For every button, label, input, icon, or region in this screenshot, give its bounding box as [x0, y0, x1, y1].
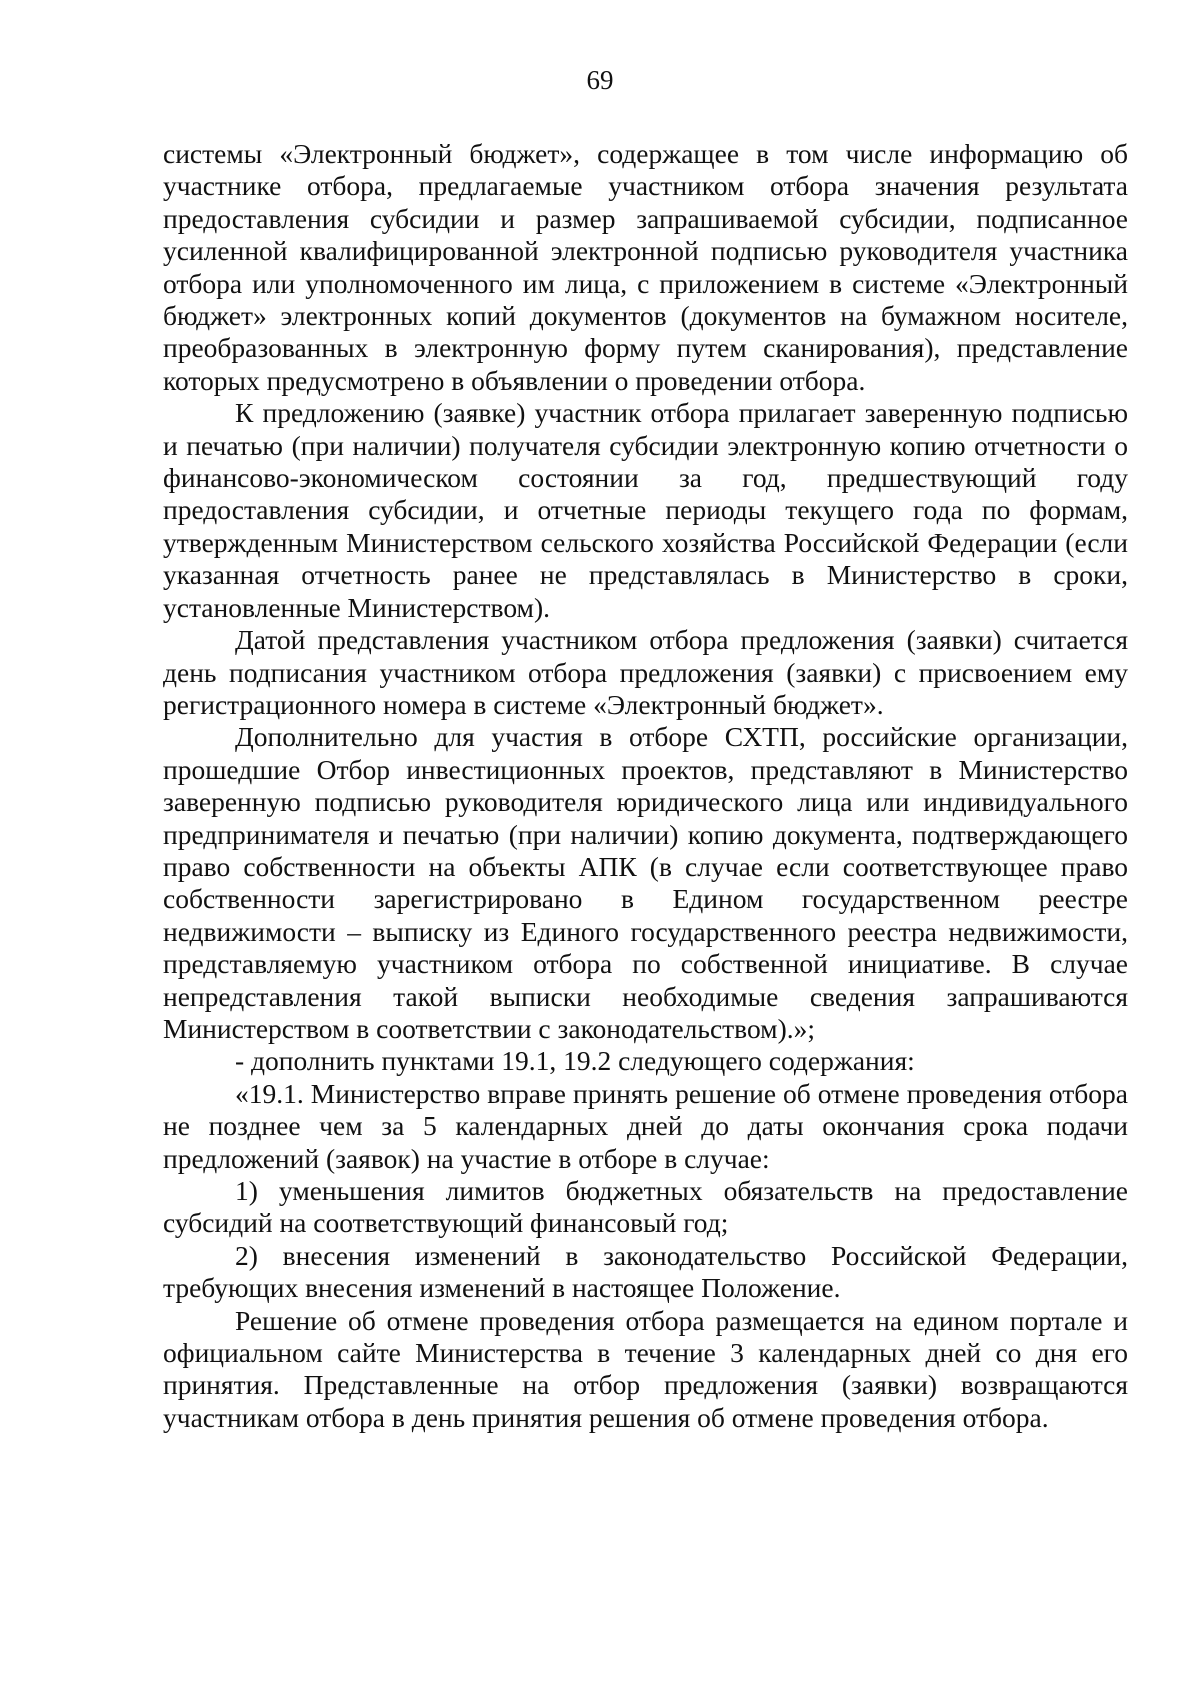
paragraph-case-1: 1) уменьшения лимитов бюджетных обязательств на предоставление субсидий на соответствующий финансовый год; [163, 1175, 1128, 1239]
paragraph-clause-19-1: «19.1. Министерство вправе принять решение об отмене проведения отбора не позднее чем за 5 календарных дней до даты окончания срока подачи предложений (заявок) на участие в отборе в случае: [163, 1077, 1128, 1174]
document-body [163, 138, 1128, 1434]
paragraph-case-2: 2) внесения изменений в законодательство Российской Федерации, требующих внесения изменений в настоящее Положение. [163, 1239, 1128, 1304]
paragraph-continuation: системы «Электронный бюджет», содержащее в том числе информацию об участнике отбора, предлагаемые участником отбора значения результата предоставления субсидии и размер запрашиваемой субсидии, подписанное усиленной квалифицированной электронной подписью руководителя участника отбора или уполномоченного им лица, с приложением в системе «Электронный бюджет» электронных копий документов (документов на бумажном носителе, преобразованных в электронную форму путем сканирования), представление которых предусмотрено в объявлении о проведении отбора. [163, 138, 1128, 396]
page-number: 69 [586, 65, 614, 95]
paragraph-submission-date: Датой представления участником отбора предложения (заявки) считается день подписания участником отбора предложения (заявки) с присвоением ему регистрационного номера в системе «Электронный бюджет». [163, 624, 1128, 720]
paragraph-amendment-intro: - дополнить пунктами 19.1, 19.2 следующего содержания: [235, 1045, 915, 1077]
paragraph-cancellation-notice: Решение об отмене проведения отбора размещается на едином портале и официальном сайте Министерства в течение 3 календарных дней со дня его принятия. Представленные на отбор предложения (заявки) возвращаются участникам отбора в день принятия решения об отмене проведения отбора. [163, 1304, 1128, 1433]
paragraph-attachment-requirements: К предложению (заявке) участник отбора прилагает заверенную подписью и печатью (при наличии) получателя субсидии электронную копию отчетности о финансово-экономическом состоянии за год, предшествующий году предоставления субсидии, и отчетные периоды текущего года по формам, утвержденным Министерством сельского хозяйства Российской Федерации (если указанная отчетность ранее не представлялась в Министерство в сроки, установленные Министерством). [163, 397, 1128, 623]
paragraph-additional-documents: Дополнительно для участия в отборе СХТП, российские организации, прошедшие Отбор инвестиционных проектов, представляют в Министерство заверенную подписью руководителя юридического лица или индивидуального предпринимателя и печатью (при наличии) копию документа, подтверждающего право собственности на объекты АПК (в случае если соответствующее право собственности зарегистрировано в Едином государственном реестре недвижимости – выписку из Единого государственного реестра недвижимости, представляемую участником отбора по собственной инициативе. В случае непредставления такой выписки необходимые сведения запрашиваются Министерством в соответствии с законодательством).»; [163, 721, 1128, 1044]
